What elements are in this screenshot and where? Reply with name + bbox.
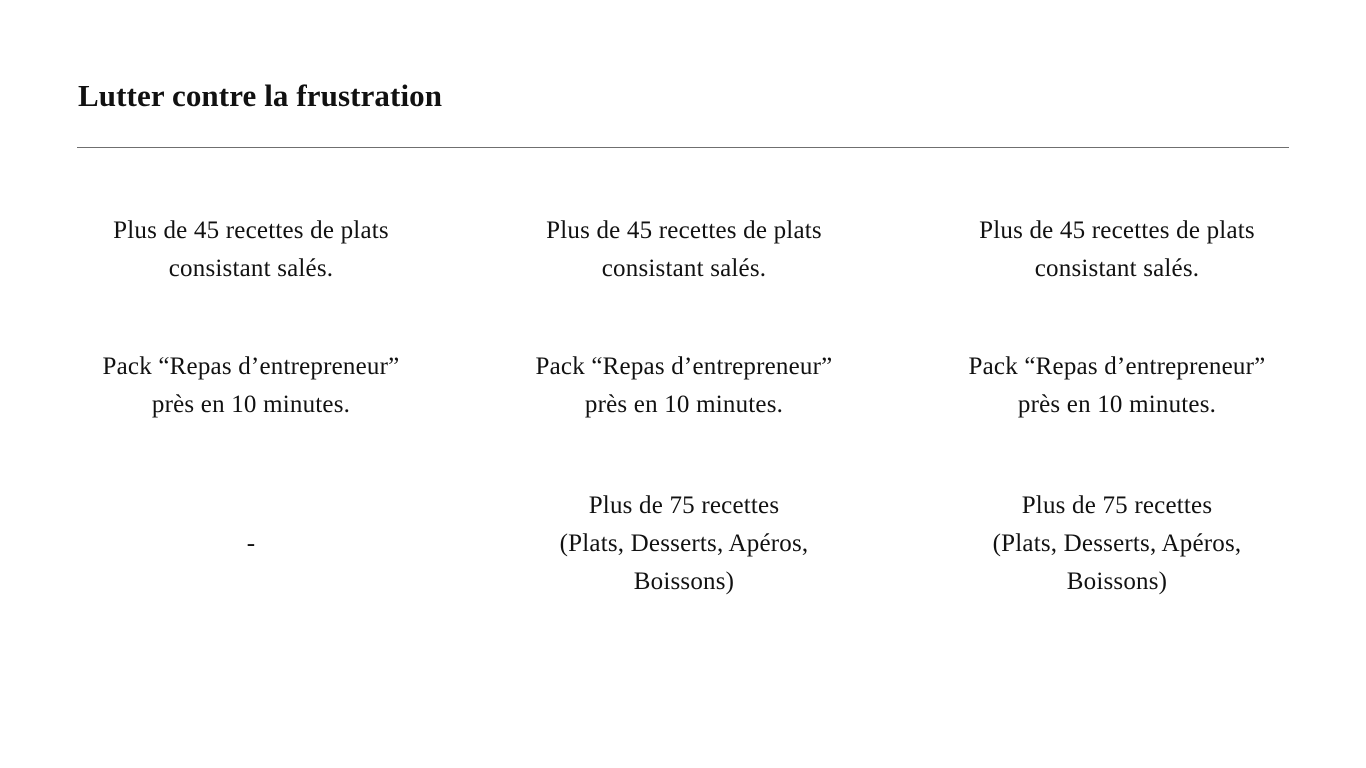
comparison-grid (66, 212, 1302, 604)
feature-entrepreneur-pack: Pack “Repas d’entrepreneur” près en 10 minutes. (102, 353, 400, 418)
feature-recipes-salty: Plus de 45 recettes de plats consistant salés. (113, 217, 389, 282)
page-title: Lutter contre la frustration (78, 78, 443, 113)
feature-extra-recipes: Plus de 75 recettes (Plats, Desserts, Apéros, Boissons) (559, 492, 809, 595)
feature-recipes-salty: Plus de 45 recettes de plats consistant salés. (546, 217, 822, 282)
offer-column-2 (472, 212, 896, 604)
feature-extra-recipes: Plus de 75 recettes (Plats, Desserts, Apéros, Boissons) (992, 492, 1242, 595)
feature-entrepreneur-pack: Pack “Repas d’entrepreneur” près en 10 minutes. (968, 353, 1266, 418)
feature-recipes-salty: Plus de 45 recettes de plats consistant salés. (979, 217, 1255, 282)
feature-extra-recipes: - (246, 530, 256, 557)
offer-column-3 (932, 212, 1302, 604)
offer-column-1 (66, 212, 436, 604)
feature-entrepreneur-pack: Pack “Repas d’entrepreneur” près en 10 minutes. (535, 353, 833, 418)
title-divider (77, 147, 1289, 148)
